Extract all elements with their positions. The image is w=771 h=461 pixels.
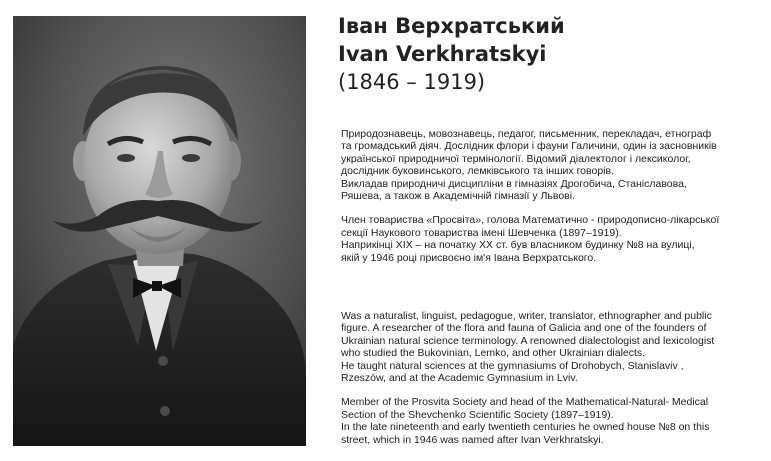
title-block bbox=[338, 12, 758, 96]
biography-ukrainian bbox=[341, 128, 766, 264]
bio-uk-paragraph-1 bbox=[341, 128, 766, 202]
bio-en-paragraph-1 bbox=[341, 310, 766, 384]
bio-en-paragraph-2 bbox=[341, 396, 766, 446]
bio-en-line: figure. A researcher of the flora and fauna of Galicia and one of the founders of bbox=[341, 322, 707, 335]
portrait-illustration bbox=[13, 16, 306, 446]
bio-uk-line: Викладав природничі дисципліни в гімназіях Дрогобича, Станіславова, bbox=[341, 177, 687, 190]
name-english: Ivan Verkhratskyi bbox=[338, 42, 547, 66]
life-years: (1846 – 1919) bbox=[338, 70, 486, 94]
bio-uk-line: дослідник буковинського, лемківського та інших говорів. bbox=[341, 165, 614, 178]
bio-uk-line: Член товариства «Просвіта», голова Математично - природописно-лікарської bbox=[341, 214, 720, 227]
bio-en-line: Section of the Shevchenko Scientific Society (1897–1919). bbox=[341, 408, 614, 421]
bio-en-line: who studied the Bukovinian, Lemko, and other Ukrainian dialects. bbox=[341, 347, 646, 360]
bio-en-line: Ukrainian natural science terminology. A renowned dialectologist and lexicologist bbox=[341, 334, 715, 347]
bio-uk-line: Ряшева, а також в Академічній гімназії у Львові. bbox=[341, 190, 576, 203]
bio-en-line: Was a naturalist, linguist, pedagogue, writer, translator, ethnographer and public bbox=[341, 310, 712, 322]
portrait-photo bbox=[13, 16, 306, 446]
bio-en-line: In the late nineteenth and early twentieth centuries he owned house №8 on this bbox=[341, 421, 710, 434]
bio-uk-line: та громадський діяч. Дослідник флори і фауни Галичини, один із засновників bbox=[341, 140, 717, 153]
bio-uk-line: секції Наукового товариства імені Шевченка (1897–1919). bbox=[341, 226, 622, 239]
bio-uk-line: якій у 1946 році присвоєно ім'я Івана Верхратського. bbox=[341, 251, 597, 264]
bio-en-line: street, which in 1946 was named after Ivan Verkhratskyi. bbox=[341, 433, 604, 446]
bio-uk-paragraph-2 bbox=[341, 214, 766, 264]
bio-uk-line: Наприкінці XIX – на початку XX ст. був власником будинку №8 на вулиці, bbox=[341, 239, 695, 252]
bio-en-line: He taught natural sciences at the gymnasiums of Drohobych, Stanislaviv , bbox=[341, 359, 684, 372]
bio-uk-line: української природничої термінології. Відомий діалектолог і лексиколог, bbox=[341, 152, 691, 165]
bio-en-line: Rzeszów, and at the Academic Gymnasium in Lviv. bbox=[341, 372, 578, 385]
bio-uk-line: Природознавець, мовознавець, педагог, письменник, перекладач, етнограф bbox=[341, 128, 712, 140]
name-ukrainian: Іван Верхратський bbox=[338, 14, 565, 38]
biography-english bbox=[341, 310, 766, 446]
bio-en-line: Member of the Prosvita Society and head of the Mathematical-Natural- Medical bbox=[341, 396, 709, 409]
